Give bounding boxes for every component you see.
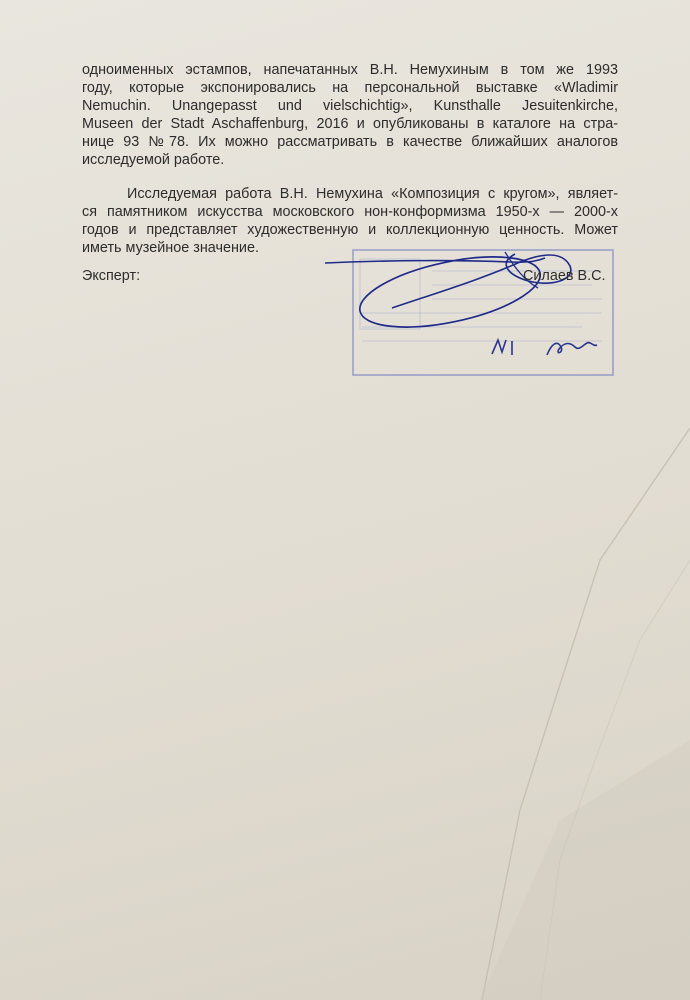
text-line: Museen der Stadt Aschaffenburg, 2016 и опубликованы в каталоге на стра- xyxy=(82,116,618,132)
text-line: иметь музейное значение. xyxy=(82,240,259,256)
text-line: Nemuchin. Unangepasst und vielschichtig», Kunsthalle Jesuitenkirche, xyxy=(82,98,618,114)
paragraph-analogs xyxy=(82,61,618,169)
text-line: Исследуемая работа В.Н. Немухина «Композиция с кругом», являет- xyxy=(127,186,618,202)
text-line: нице 93 №78. Их можно рассматривать в качестве ближайших аналогов xyxy=(82,134,618,150)
signature xyxy=(300,240,630,380)
text-line: исследуемой работе. xyxy=(82,152,225,168)
text-line: году, которые экспонировались на персональной выставке «Wladimir xyxy=(82,80,618,96)
expert-name: Силаев В.С. xyxy=(523,268,606,284)
text-line: ся памятником искусства московского нон-конформизма 1950-х — 2000-х xyxy=(82,204,618,220)
text-line: годов и представляет художественную и коллекционную ценность. Может xyxy=(82,222,618,238)
expert-label: Эксперт: xyxy=(82,268,141,284)
text-line: одноименных эстампов, напечатанных В.Н. Немухиным в том же 1993 xyxy=(82,62,618,78)
